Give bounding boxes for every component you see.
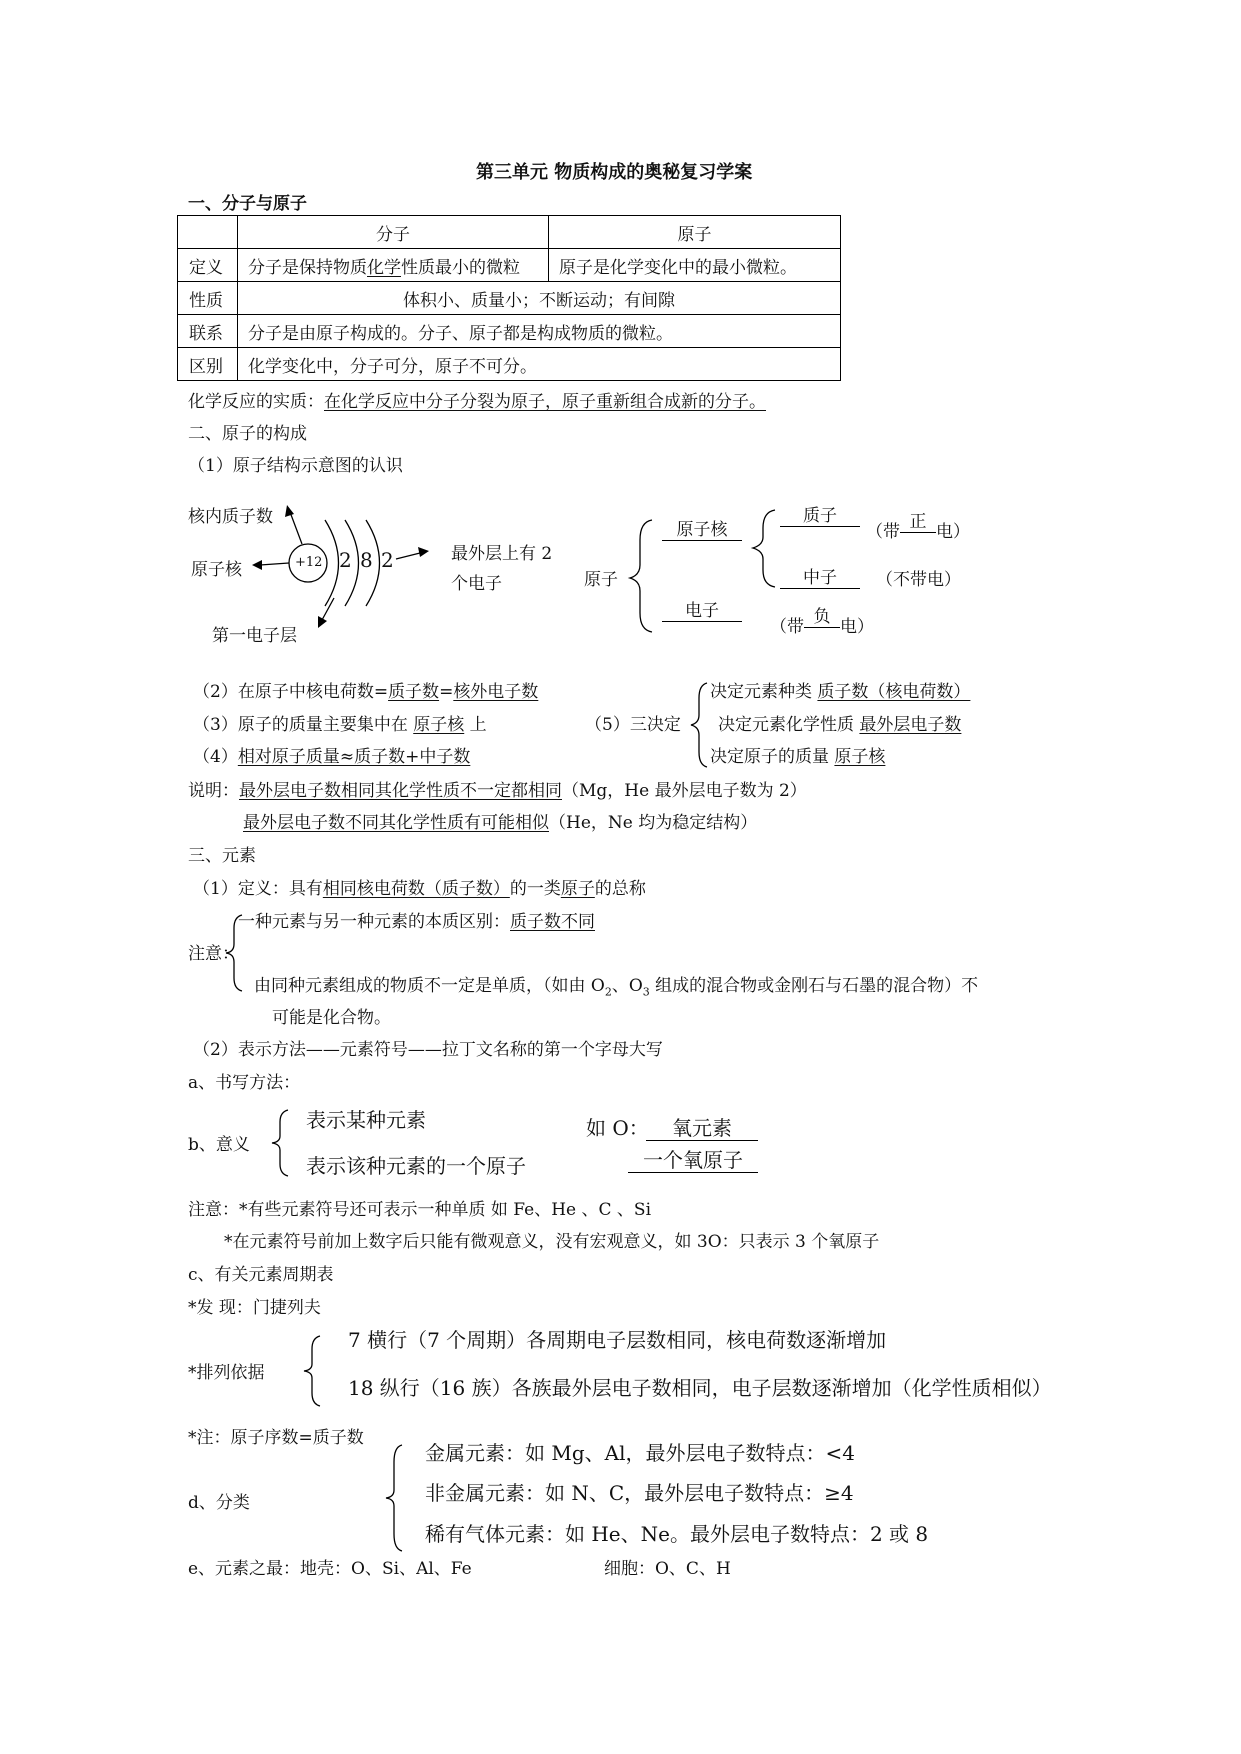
example-prefix: 如 O： bbox=[586, 1116, 649, 1140]
class-metal: 金属元素：如 Mg、Al，最外层电子数特点：<4 bbox=[425, 1441, 855, 1465]
nuclear-proton-label: 核内质子数 bbox=[188, 507, 273, 527]
attention-label: 注意： bbox=[188, 944, 239, 964]
determinant-row: 决定元素化学性质 最外层电子数 bbox=[718, 715, 962, 735]
row-label: 定义 bbox=[178, 249, 238, 282]
discoverer: *发 现：门捷列夫 bbox=[188, 1298, 321, 1318]
example-element: 氧元素 bbox=[646, 1116, 758, 1141]
representation-method: （2）表示方法——元素符号——拉丁文名称的第一个字母大写 bbox=[193, 1040, 663, 1060]
meaning-2: 表示该种元素的一个原子 bbox=[306, 1154, 526, 1178]
relative-atomic-mass: （4）相对原子质量≈质子数+中子数 bbox=[193, 747, 471, 767]
shell-electrons-3: 2 bbox=[381, 548, 394, 572]
attention-1: 一种元素与另一种元素的本质区别：质子数不同 bbox=[238, 912, 595, 932]
arrangement-rows: 7 横行（7 个周期）各周期电子层数相同，核电荷数逐渐增加 bbox=[348, 1328, 887, 1352]
explanation-1: 说明：最外层电子数相同其化学性质不一定都相同（Mg，He 最外层电子数为 2） bbox=[188, 781, 807, 801]
arrangement-label: *排列依据 bbox=[188, 1363, 265, 1383]
atom-diagram-subheading: （1）原子结构示意图的认识 bbox=[188, 456, 403, 476]
meaning-label: b、意义 bbox=[188, 1135, 250, 1155]
atom-diagram-lines bbox=[0, 0, 1241, 700]
section3-heading: 三、元素 bbox=[188, 846, 256, 866]
tree-nucleus: 原子核 bbox=[662, 520, 742, 541]
row-label: 性质 bbox=[178, 282, 238, 315]
classification-label: d、分类 bbox=[188, 1493, 250, 1513]
determinant-row: 决定原子的质量 原子核 bbox=[710, 747, 886, 767]
section1-heading: 一、分子与原子 bbox=[188, 194, 307, 214]
table-cell: 化学变化中，分子可分，原子不可分。 bbox=[238, 348, 841, 381]
charge-equality: （2）在原子中核电荷数=质子数=核外电子数 bbox=[193, 682, 539, 702]
first-shell-label: 第一电子层 bbox=[212, 626, 297, 646]
table-cell: 体积小、质量小；不断运动；有间隙 bbox=[238, 282, 841, 315]
writing-method-label: a、书写方法： bbox=[188, 1073, 301, 1093]
row-label: 区别 bbox=[178, 348, 238, 381]
table-header-cell: 原子 bbox=[549, 216, 841, 249]
proton-charge: （带 正 电） bbox=[866, 512, 970, 542]
element-definition: （1）定义：具有相同核电荷数（质子数）的一类原子的总称 bbox=[193, 879, 646, 899]
section2-heading: 二、原子的构成 bbox=[188, 424, 307, 444]
tree-neutron: 中子 bbox=[780, 568, 860, 589]
class-noble-gas: 稀有气体元素：如 He、Ne。最外层电子数特点：2 或 8 bbox=[425, 1522, 929, 1546]
attention-2: 由同种元素组成的物质不一定是单质，（如由 $O_2$、$O_3$ 组成的混合物或金刚石与石墨的混合物）不 bbox=[254, 976, 979, 999]
outer-shell-note-1: 最外层上有 2 bbox=[451, 544, 553, 564]
table-cell: 分子是由原子构成的。分子、原子都是构成物质的微粒。 bbox=[238, 315, 841, 348]
nucleus-charge: +12 bbox=[295, 555, 323, 570]
table-cell: 分子是保持物质化学性质最小的微粒 bbox=[238, 249, 549, 282]
tree-root-atom: 原子 bbox=[584, 570, 618, 590]
attention-2-cont: 可能是化合物。 bbox=[272, 1008, 391, 1028]
classification-brace bbox=[380, 1442, 410, 1554]
atomic-number-note: *注：原子序数=质子数 bbox=[188, 1428, 364, 1448]
shell-electrons-1: 2 bbox=[339, 548, 352, 572]
page-title: 第三单元 物质构成的奥秘复习学案 bbox=[476, 162, 753, 183]
shell-electrons-2: 8 bbox=[360, 548, 373, 572]
symbol-note-b: *在元素符号前加上数字后只能有微观意义，没有宏观意义，如 3O：只表示 3 个氧原子 bbox=[224, 1232, 880, 1252]
neutron-charge: （不带电） bbox=[876, 570, 961, 590]
class-nonmetal: 非金属元素：如 N、C，最外层电子数特点：≥4 bbox=[425, 1481, 854, 1505]
element-extremes-crust: e、元素之最：地壳：O、Si、Al、Fe bbox=[188, 1559, 472, 1579]
three-determinants-label: （5）三决定 bbox=[585, 715, 681, 735]
outer-shell-note-2: 个电子 bbox=[451, 574, 502, 594]
electron-charge: （带 负 电） bbox=[770, 607, 874, 637]
reaction-essence: 化学反应的实质：在化学反应中分子分裂为原子，原子重新组合成新的分子。 bbox=[188, 392, 766, 412]
tree-proton: 质子 bbox=[780, 506, 860, 527]
symbol-note-a: 注意：*有些元素符号还可表示一种单质 如 Fe、He 、C 、Si bbox=[188, 1200, 652, 1220]
table-header-cell: 分子 bbox=[238, 216, 549, 249]
table-cell: 原子是化学变化中的最小微粒。 bbox=[549, 249, 841, 282]
arrangement-brace bbox=[298, 1333, 328, 1409]
meaning-1: 表示某种元素 bbox=[306, 1108, 426, 1132]
example-atom: 一个氧原子 bbox=[628, 1148, 758, 1173]
mass-concentration: （3）原子的质量主要集中在 原子核 上 bbox=[193, 715, 487, 735]
element-extremes-cell: 细胞：O、C、H bbox=[604, 1559, 731, 1579]
row-label: 联系 bbox=[178, 315, 238, 348]
arrangement-columns: 18 纵行（16 族）各族最外层电子数相同，电子层数逐渐增加（化学性质相似） bbox=[348, 1376, 1052, 1400]
tree-electron: 电子 bbox=[662, 601, 742, 622]
nucleus-label: 原子核 bbox=[191, 560, 242, 580]
determinant-row: 决定元素种类 质子数（核电荷数） bbox=[710, 682, 971, 702]
periodic-table-label: c、有关元素周期表 bbox=[188, 1265, 334, 1285]
explanation-2: 最外层电子数不同其化学性质有可能相似（He，Ne 均为稳定结构） bbox=[243, 813, 758, 833]
meaning-brace bbox=[268, 1107, 298, 1179]
